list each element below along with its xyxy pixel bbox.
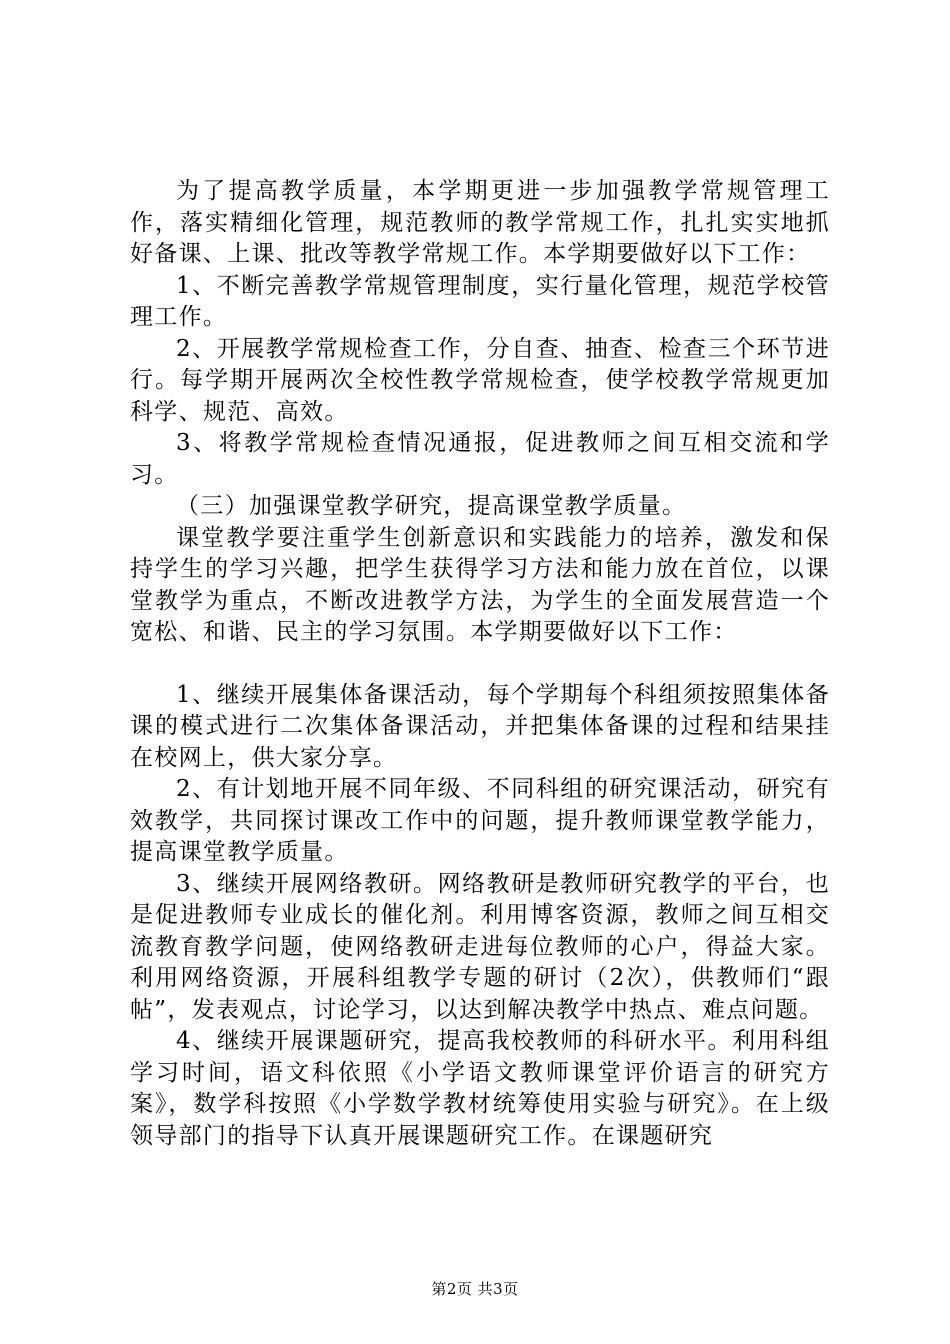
routine-item-2: 2、开展教学常规检查工作，分自查、抽查、检查三个环节进行。每学期开展两次全校性教学常规检查，使学校教学常规更加科学、规范、高效。 — [130, 335, 830, 425]
page-footer: 第2页 共3页 — [431, 1280, 519, 1298]
routine-item-3: 3、将教学常规检查情况通报，促进教师之间互相交流和学习。 — [130, 430, 830, 488]
document-body — [130, 176, 830, 1152]
classroom-teaching-paragraph: 课堂教学要注重学生创新意识和实践能力的培养，激发和保持学生的学习兴趣，把学生获得学习方法和能力放在首位，以课堂教学为重点，不断改进教学方法，为学生的全面发展营造一个宽松、和谐、民主的学习氛围。本学期要做好以下工作： — [130, 524, 830, 645]
routine-item-1: 1、不断完善教学常规管理制度，实行量化管理，规范学校管理工作。 — [130, 272, 830, 330]
teaching-item-2: 2、有计划地开展不同年级、不同科组的研究课活动，研究有效教学，共同探讨课改工作中的问题，提升教师课堂教学能力，提高课堂教学质量。 — [130, 776, 830, 865]
paragraph-spacer — [130, 649, 830, 680]
section-heading-3: （三）加强课堂教学研究，提高课堂教学质量。 — [176, 493, 687, 519]
intro-paragraph: 为了提高教学质量，本学期更进一步加强教学常规管理工作，落实精细化管理，规范教师的教学常规工作，扎扎实实地抓好备课、上课、批改等教学常规工作。本学期要做好以下工作： — [130, 178, 830, 267]
teaching-item-4: 4、继续开展课题研究，提高我校教师的科研水平。利用科组学习时间，语文科依照《小学语文教师课堂评价语言的研究方案》，数学科按照《小学数学教材统筹使用实验与研究》。在上级领导部门的指导下认真开展课题研究工作。在课题研究 — [130, 1028, 830, 1149]
teaching-item-1: 1、继续开展集体备课活动，每个学期每个科组须按照集体备课的模式进行二次集体备课活动，并把集体备课的过程和结果挂在校网上，供大家分享。 — [130, 681, 830, 771]
teaching-item-3: 3、继续开展网络教研。网络教研是教师研究教学的平台，也是促进教师专业成长的催化剂。利用博客资源，教师之间互相交流教育教学问题，使网络教研走进每位教师的心户，得益大家。利用网络资源，开展科组教学专题的研讨（2次），供教师们“跟帖”，发表观点，讨论学习，以达到解决教学中热点、难点问题。 — [130, 870, 830, 1023]
